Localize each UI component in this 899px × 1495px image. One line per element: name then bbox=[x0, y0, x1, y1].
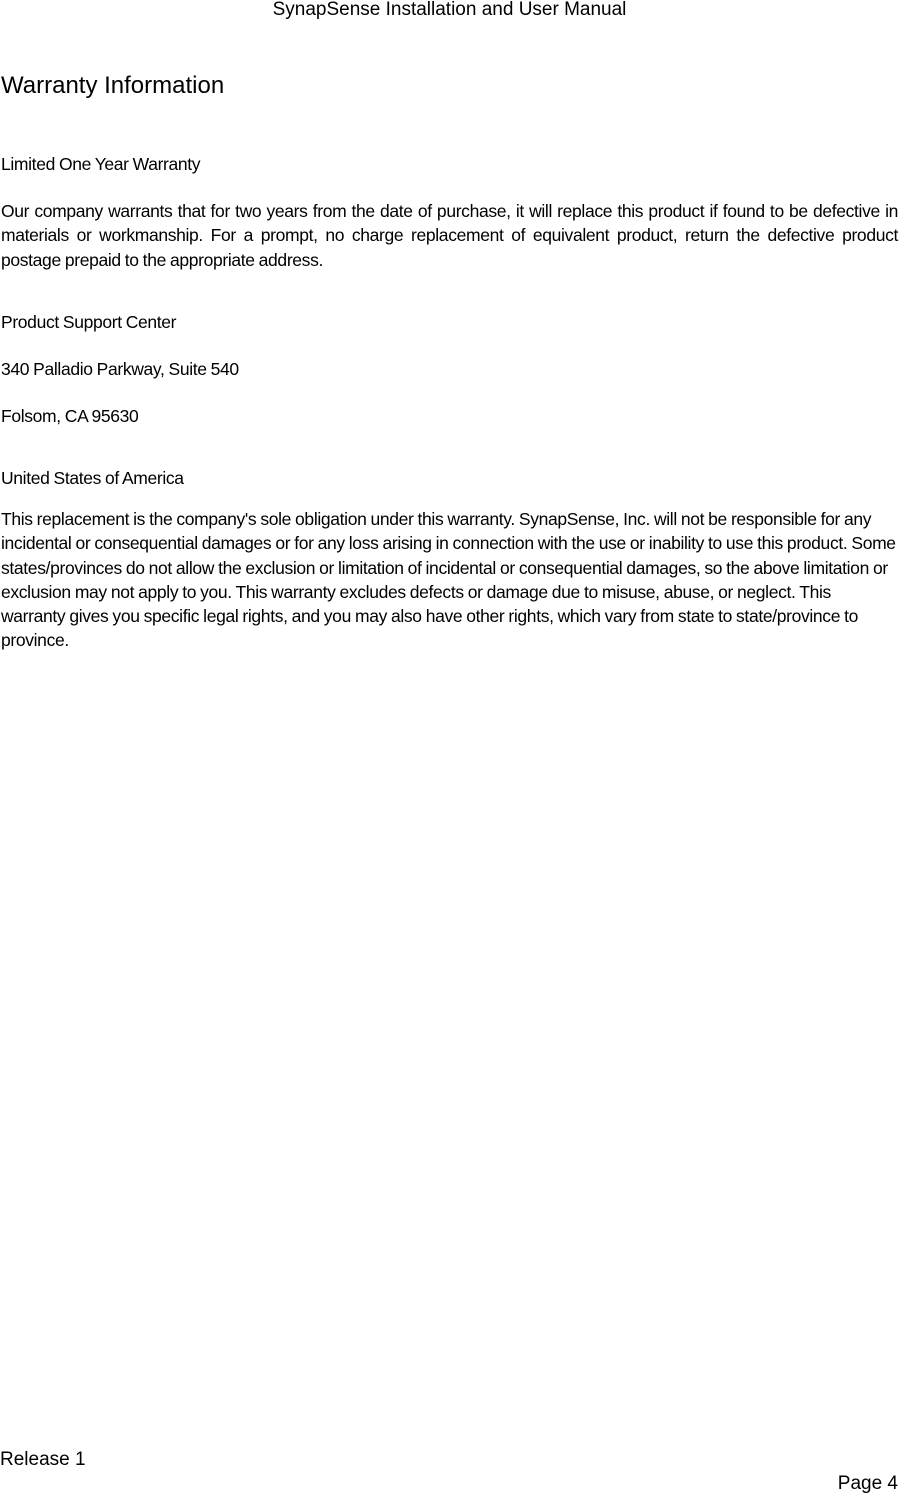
warranty-heading: Limited One Year Warranty bbox=[1, 154, 201, 174]
address-support-center: Product Support Center bbox=[1, 312, 177, 332]
page-title: Warranty Information bbox=[1, 72, 225, 99]
footer-release: Release 1 bbox=[0, 1449, 86, 1470]
running-header: SynapSense Installation and User Manual bbox=[272, 0, 627, 20]
address-country: United States of America bbox=[1, 468, 184, 488]
obligation-paragraph: This replacement is the company's sole obligation under this warranty. SynapSense, Inc. will not be responsible for any incidental or consequential damages or for any loss arising in connection with the use or inability to use this product. Some states/provinces do not allow the exclusion or limitation of incidental or consequential damages, so the above limitation or exclusion may not apply to you. This warranty excludes defects or damage due to misuse, abuse, or neglect. This warranty gives you specific legal rights, and you may also have other rights, which vary from state to state/province to province. bbox=[1, 509, 896, 651]
footer-page-number: Page 4 bbox=[837, 1473, 898, 1494]
address-city: Folsom, CA 95630 bbox=[1, 406, 139, 426]
warranty-paragraph: Our company warrants that for two years from the date of purchase, it will replace this product if found to be defective in materials or workmanship. For a prompt, no charge replacement of equivalent product, return the defective product postage prepaid to the appropriate address. bbox=[1, 201, 898, 270]
address-street: 340 Palladio Parkway, Suite 540 bbox=[1, 359, 239, 379]
